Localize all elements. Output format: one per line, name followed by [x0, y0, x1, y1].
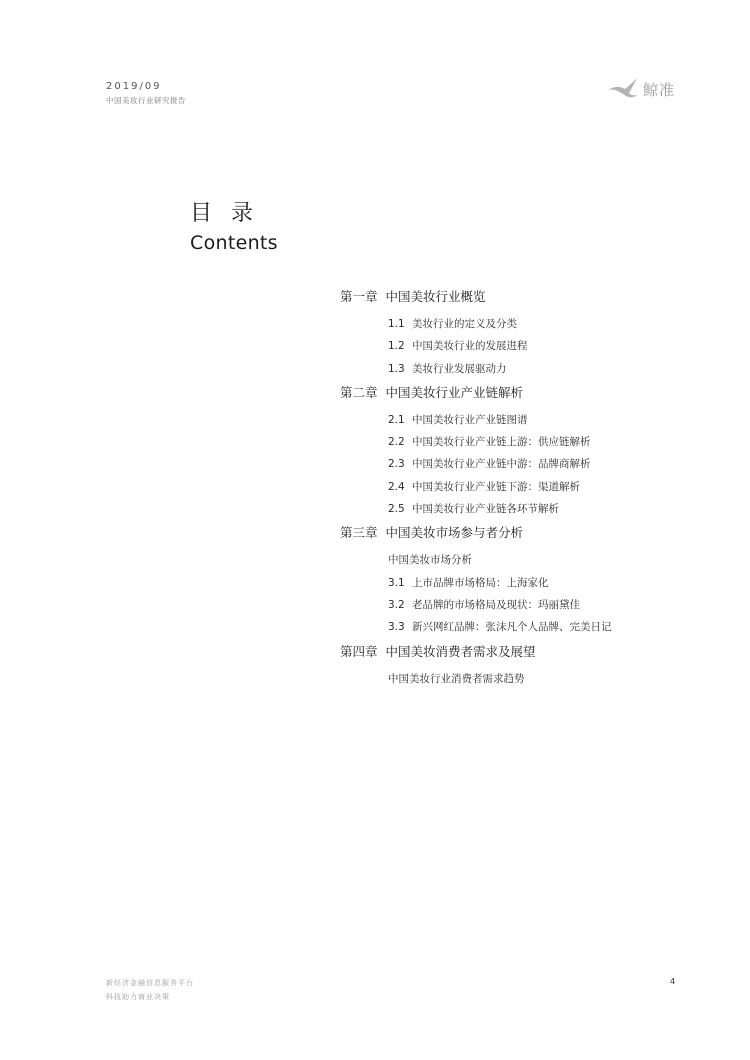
toc-subtitle: Contents — [190, 232, 278, 254]
toc-entry[interactable] — [388, 599, 700, 612]
entry-number: 3.2 — [388, 598, 405, 611]
chapter-title: 中国美妆行业产业链解析 — [385, 384, 524, 400]
chapter-number: 第一章 — [340, 289, 378, 304]
page-number: 4 — [670, 977, 676, 986]
chapter-title: 中国美妆市场参与者分析 — [385, 525, 524, 541]
toc-entry[interactable] — [388, 458, 700, 471]
toc-entry[interactable] — [388, 673, 700, 686]
entry-title: 美妆行业的定义及分类 — [412, 318, 517, 330]
chapter-1 — [340, 289, 700, 376]
entry-title: 中国美妆行业的发展进程 — [412, 340, 528, 353]
chapter-1-heading[interactable] — [340, 289, 700, 305]
entry-number: 2.2 — [388, 436, 405, 449]
entry-number: 2.1 — [388, 413, 405, 426]
entry-title: 老品牌的市场格局及现状：玛丽黛佳 — [412, 598, 580, 611]
chapter-number: 第二章 — [340, 384, 378, 400]
entry-title: 中国美妆行业产业链图谱 — [412, 413, 528, 426]
entry-number: 1.1 — [388, 318, 405, 330]
entry-title: 新兴网红品牌：张沫凡个人品牌、完美日记 — [412, 621, 612, 634]
chapter-2 — [340, 385, 700, 516]
logo-text: 鲸准 — [643, 80, 676, 99]
entry-title: 中国美妆行业产业链上游：供应链解析 — [412, 436, 591, 449]
entry-title: 中国美妆行业产业链下游：渠道解析 — [412, 480, 580, 493]
chapter-title: 中国美妆行业概览 — [385, 289, 486, 304]
chapter-number: 第四章 — [340, 643, 378, 659]
chapter-4 — [340, 644, 700, 686]
entry-title: 中国美妆行业产业链中游：品牌商解析 — [412, 458, 591, 471]
entry-number: 2.5 — [388, 503, 405, 516]
chapter-2-heading[interactable] — [340, 385, 700, 401]
report-title: 中国美妆行业研究报告 — [106, 96, 186, 105]
toc-entry[interactable] — [388, 363, 700, 376]
footer-tagline-2: 科技助力商业决策 — [106, 993, 170, 1001]
entry-number: 1.2 — [388, 340, 405, 353]
toc-title: 目 录 — [190, 201, 259, 226]
entry-title: 上市品牌市场格局：上海家化 — [412, 576, 549, 589]
chapter-3 — [340, 525, 700, 634]
chapter-3-heading[interactable] — [340, 525, 700, 541]
toc-entry[interactable] — [388, 436, 700, 449]
entry-title: 中国美妆行业消费者需求趋势 — [388, 672, 525, 685]
entry-title: 中国美妆市场分析 — [388, 554, 472, 567]
brand-logo — [606, 74, 686, 104]
toc-entry[interactable] — [388, 503, 700, 516]
whale-tail-icon — [606, 76, 640, 102]
toc-entry[interactable] — [388, 554, 700, 567]
toc-entry[interactable] — [388, 318, 700, 331]
entry-number: 2.3 — [388, 458, 405, 471]
entry-number: 2.4 — [388, 480, 405, 493]
chapter-title: 中国美妆消费者需求及展望 — [385, 643, 536, 659]
toc-entry[interactable] — [388, 577, 700, 590]
toc-entry[interactable] — [388, 481, 700, 494]
entry-title: 中国美妆行业产业链各环节解析 — [412, 503, 559, 516]
toc-entry[interactable] — [388, 414, 700, 427]
footer-tagline-1: 新经济金融信息服务平台 — [106, 979, 194, 987]
toc-entry[interactable] — [388, 621, 700, 634]
toc-entry[interactable] — [388, 340, 700, 353]
entry-number: 3.1 — [388, 576, 405, 589]
entry-number: 3.3 — [388, 621, 405, 634]
chapter-4-heading[interactable] — [340, 644, 700, 660]
report-date: 2019/09 — [106, 81, 162, 92]
chapter-number: 第三章 — [340, 525, 378, 541]
entry-title: 美妆行业发展驱动力 — [412, 362, 507, 375]
entry-number: 1.3 — [388, 362, 405, 375]
table-of-contents — [340, 289, 700, 695]
